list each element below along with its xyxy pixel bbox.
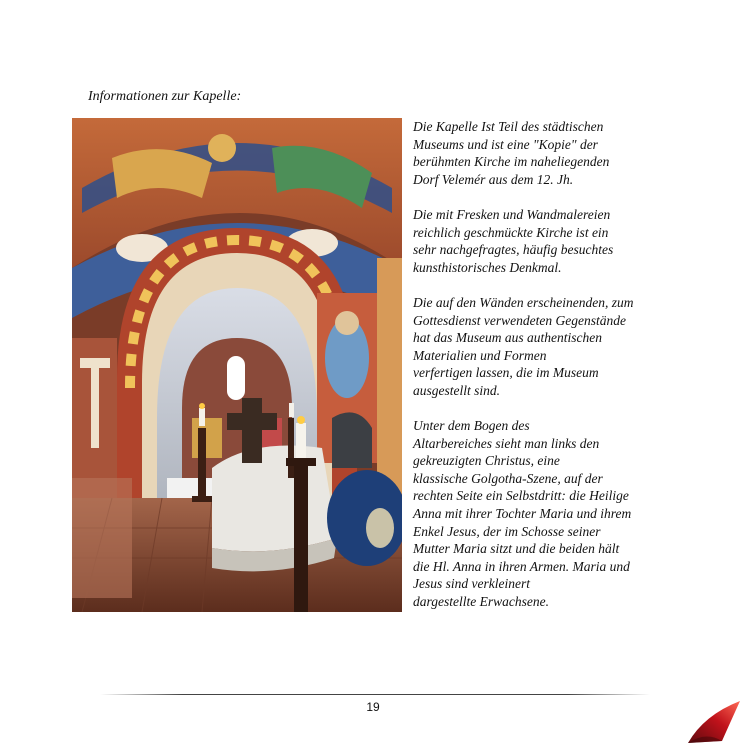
page-curl-graphic <box>686 697 742 745</box>
chapel-photo-illustration <box>72 118 402 612</box>
text-line: hat das Museum aus authentischen <box>413 330 602 346</box>
text-line: Jesus sind verkleinert <box>413 576 530 592</box>
text-line: Unter dem Bogen des <box>413 418 530 434</box>
text-line: Dorf Velemér aus dem 12. Jh. <box>413 171 574 187</box>
text-line: kunsthistorisches Denkmal. <box>413 259 562 275</box>
page-curl-icon[interactable] <box>686 697 742 745</box>
page-number: 19 <box>366 700 380 714</box>
chapel-interior-photo <box>72 118 402 612</box>
text-line: Gottesdienst verwendeten Gegenstände <box>413 312 626 328</box>
paragraph <box>413 206 673 276</box>
text-line: Anna mit ihrer Tochter Maria und ihrem <box>413 506 632 522</box>
text-line: Die mit Fresken und Wandmalereien <box>413 206 611 222</box>
text-line: die Hl. Anna in ihren Armen. Maria und <box>413 558 630 574</box>
section-heading: Informationen zur Kapelle: <box>88 89 242 104</box>
text-line: Enkel Jesus, der im Schosse seiner <box>413 523 601 539</box>
text-line: Materialien und Formen <box>413 347 547 363</box>
text-line: Altarbereiches sieht man links den <box>413 435 600 451</box>
text-line: verfertigen lassen, die im Museum <box>413 365 599 381</box>
paragraph <box>413 118 673 188</box>
text-line: Museums und ist eine "Kopie" der <box>413 136 598 152</box>
paragraph <box>413 294 673 400</box>
text-line: rechten Seite ein Selbstdritt: die Heilige <box>413 488 629 504</box>
text-line: berühmten Kirche im naheliegenden <box>413 154 610 170</box>
text-line: klassische Golgotha-Szene, auf der <box>413 470 603 486</box>
text-line: Die Kapelle Ist Teil des städtischen <box>413 119 604 134</box>
text-line: dargestellte Erwachsene. <box>413 594 549 610</box>
text-line: Die auf den Wänden erscheinenden, zum <box>413 294 634 310</box>
footer-divider <box>100 694 650 695</box>
text-line: Mutter Maria sitzt und die beiden hält <box>413 541 620 557</box>
text-line: sehr nachgefragtes, häufig besuchtes <box>413 242 614 258</box>
text-line: reichlich geschmückte Kirche ist ein <box>413 224 609 240</box>
chapel-description <box>413 118 673 628</box>
paragraph <box>413 417 673 611</box>
text-line: ausgestellt sind. <box>413 382 500 398</box>
text-line: gekreuzigten Christus, eine <box>413 453 560 469</box>
